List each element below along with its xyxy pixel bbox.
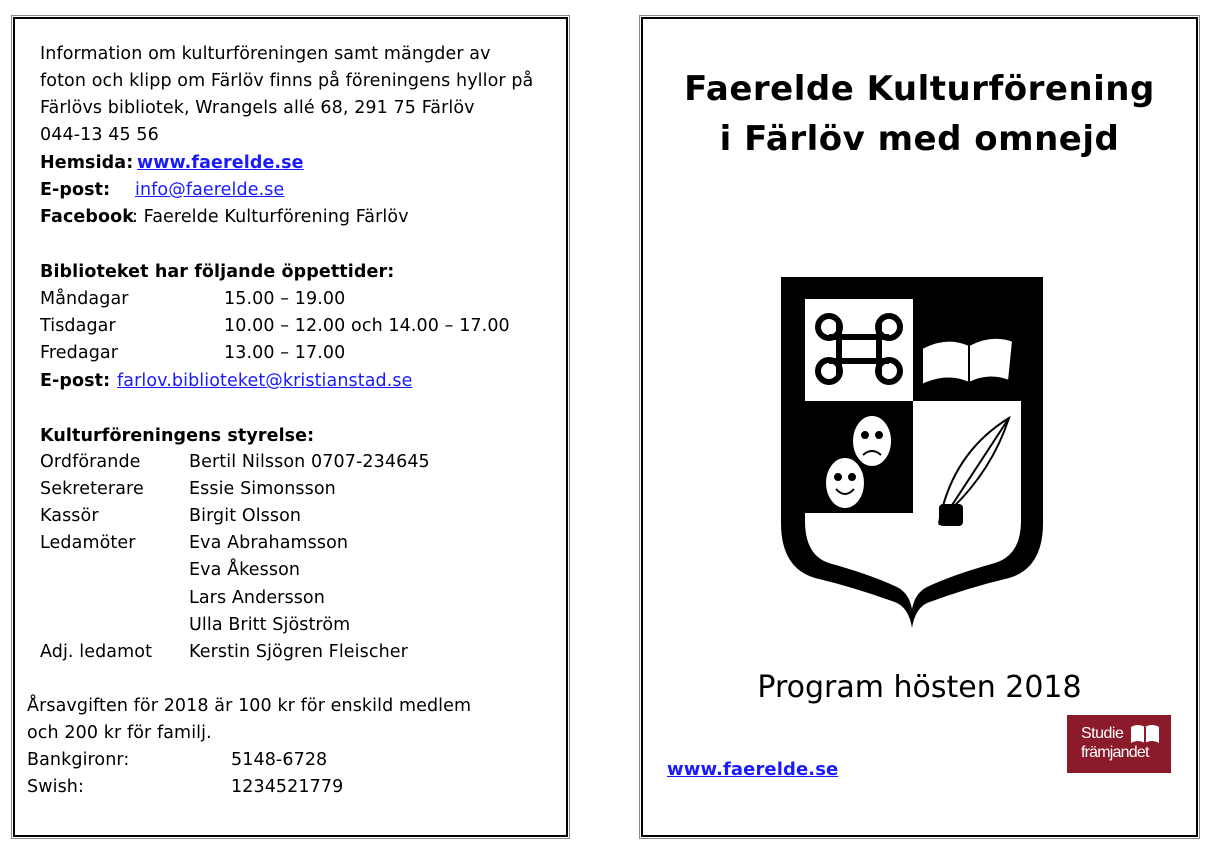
board-heading: Kulturföreningens styrelse: [40,426,315,446]
board-role: Kassör [40,506,99,526]
info-line-3: Färlövs bibliotek, Wrangels allé 68, 291 75 Färlöv [40,98,475,118]
homepage-link[interactable]: www.faerelde.se [137,153,304,173]
title-line-1: Faerelde Kulturförening [684,69,1155,109]
front-page [641,17,1198,837]
info-line-4: 044-13 45 56 [40,125,159,145]
board-name: Bertil Nilsson 0707-234645 [189,452,430,472]
payment-label: Bankgironr: [27,750,130,770]
board-name: Birgit Olsson [189,506,302,526]
board-role: Ledamöter [40,533,136,553]
board-name: Lars Andersson [189,588,325,608]
library-email-label: E-post: [40,371,111,391]
hours-time: 15.00 – 19.00 [224,289,346,309]
board-name: Kerstin Sjögren Fleischer [189,642,408,662]
studiefrämjandet-logo [1067,715,1171,773]
payment-value: 1234521779 [231,777,344,797]
fee-line-2: och 200 kr för familj. [27,723,212,743]
facebook-label: Facebook [40,207,134,227]
logo-text-1: Studie [1081,725,1124,742]
hours-time: 13.00 – 17.00 [224,343,346,363]
hours-day: Måndagar [40,289,129,309]
payment-value: 5148-6728 [231,750,328,770]
library-email-link[interactable]: farlov.biblioteket@kristianstad.se [117,371,413,391]
email-link[interactable]: info@faerelde.se [135,180,285,200]
board-name: Eva Abrahamsson [189,533,349,553]
book-logo-icon [1129,723,1161,745]
board-name: Essie Simonsson [189,479,336,499]
payment-label: Swish: [27,777,84,797]
title-line-2: i Färlöv med omnejd [719,119,1120,159]
coat-of-arms-emblem [777,273,1047,633]
homepage-label: Hemsida: [40,153,134,173]
website-link[interactable]: www.faerelde.se [667,759,839,780]
board-name: Eva Åkesson [189,560,301,580]
info-line-2: foton och klipp om Färlöv finns på föreningens hyllor på [40,71,534,91]
board-name: Ulla Britt Sjöström [189,615,351,635]
board-role: Ordförande [40,452,141,472]
back-page [13,17,568,837]
info-line-1: Information om kulturföreningen samt mängder av [40,44,491,64]
hours-day: Fredagar [40,343,119,363]
library-heading: Biblioteket har följande öppettider: [40,262,395,282]
hours-day: Tisdagar [40,316,116,336]
email-label: E-post: [40,180,111,200]
facebook-value: : Faerelde Kulturförening Färlöv [132,207,409,227]
board-role: Adj. ledamot [40,642,153,662]
logo-text-2: främjandet [1081,744,1149,761]
book-icon [922,338,1013,385]
hours-time: 10.00 – 12.00 och 14.00 – 17.00 [224,316,510,336]
program-title: Program hösten 2018 [757,670,1082,705]
board-role: Sekreterare [40,479,144,499]
fee-line-1: Årsavgiften för 2018 är 100 kr för enskild medlem [27,696,472,716]
